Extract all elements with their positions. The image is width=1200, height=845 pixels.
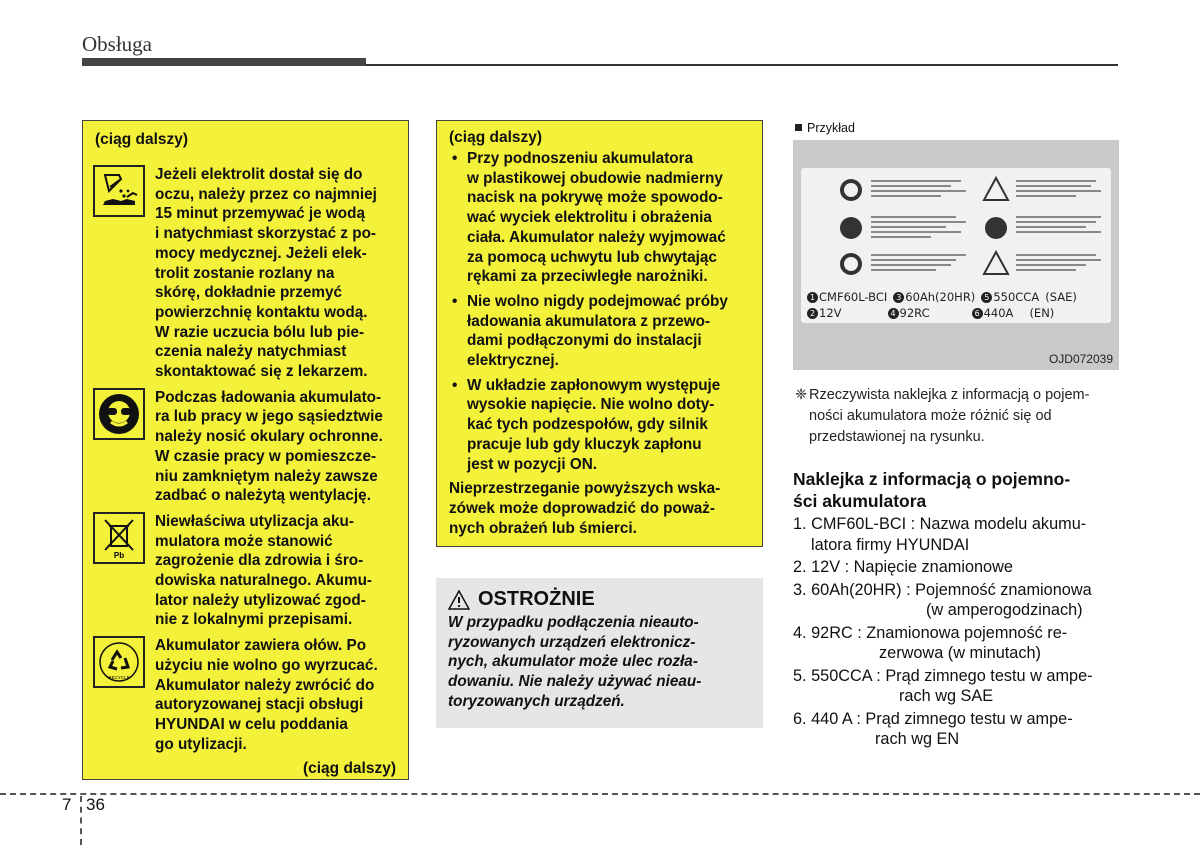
recycle-icon (93, 636, 145, 688)
warning-box-left (82, 120, 409, 780)
svg-text:Pb: Pb (113, 550, 125, 560)
footer-dashed-rule (0, 793, 1200, 795)
crossed-bin-icon (93, 512, 145, 564)
list-item: 3. 60Ah(20HR) : Pojemność znamionowa (w amperogodzinach) (793, 580, 1092, 619)
list-item: 5. 550CCA : Prąd zimnego testu w ampe- rach wg SAE (793, 666, 1093, 705)
electrolyte-text: Jeżeli elektrolit dostał się do oczu, należy przez co najmniej 15 minut przemywać je wodą i natychmiast skorzystać z po- mocy medycznej. Jeżeli elek- trolit zostanie rozlany na skórę, dokładnie przemyć powierzchnię kontaktu wodą. W razie uczucia bólu lub pie- czenia należy natychmiast skontaktować się z lekarzem. (155, 166, 377, 381)
page-number: 36 (86, 795, 105, 814)
square-bullet-icon (795, 124, 802, 131)
page-title: Obsługa (82, 32, 152, 56)
caution-text: W przypadku podłączenia nieauto- ryzowanych urządzeń elektronicz- nych, akumulator może ulec rozła- dowaniu. Nie należy używać nieau- toryzowanych urządzeń. (448, 614, 702, 710)
list-item: 4. 92RC : Znamionowa pojemność re- zerwowa (w minutach) (793, 623, 1068, 662)
list-item: • W układzie zapłonowym występuje wysokie napięcie. Nie wolno doty- kać tych podzespołów, gdy silnik pracuje lub gdy kluczyk zapłonu jest w pozycji ON. (449, 376, 752, 475)
caution-title: OSTROŻNIE (478, 588, 595, 610)
continued-label-top: (ciąg dalszy) (449, 129, 543, 146)
definition-list (793, 514, 1120, 752)
warning-section-lead (93, 636, 396, 754)
footnote-marker-icon: ❈ (795, 387, 808, 403)
sticker (801, 168, 1111, 323)
warning-note: Nieprzestrzeganie powyższych wska- zówek może doprowadzić do poważ- nych obrażeń lub śmierci. (449, 480, 721, 537)
chapter-number: 7 (62, 795, 72, 814)
list-item: 6. 440 A : Prąd zimnego testu w ampe- rach wg EN (793, 709, 1073, 748)
lead-text: Akumulator zawiera ołów. Po użyciu nie wolno go wyrzucać. Akumulator należy zwrócić do autoryzowanej stacji obsługi HYUNDAI w celu poddania go utylizacji. (155, 637, 378, 753)
disposal-text: Niewłaściwa utylizacja aku- mulatora może stanowić zagrożenie dla zdrowia i śro- dowiska naturalnego. Akumu- lator należy utylizować zgod- nie z lokalnymi przepisami. (155, 512, 373, 629)
photo-code: OJD072039 (1048, 352, 1113, 366)
warning-triangle-icon (448, 590, 470, 610)
sticker-warning-graphics (801, 168, 1111, 278)
battery-label-photo (793, 140, 1119, 370)
warning-section-disposal (93, 512, 396, 630)
svg-text:RECYCLE: RECYCLE (108, 675, 130, 681)
list-item: • Nie wolno nigdy podejmować próby ładowania akumulatora z przewo- dami podłączonymi do instalacji elektrycznej. (449, 292, 752, 371)
warning-section-electrolyte (93, 165, 396, 382)
safety-goggles-icon (93, 388, 145, 440)
acid-burn-icon (93, 165, 145, 217)
caution-header (448, 588, 753, 611)
sticker-row-2: 2 12V 4 92RC 6 440A (EN) (807, 306, 1060, 320)
warning-box-middle (436, 120, 763, 547)
sticker-row-1: 1 CMF60L-BCI 3 60Ah(20HR) 5 550CCA (SAE) (807, 290, 1083, 304)
caution-box (436, 578, 763, 728)
continued-label-top: (ciąg dalszy) (95, 131, 189, 148)
footer-dashed-divider (80, 796, 82, 845)
goggles-text: Podczas ładowania akumulato- ra lub pracy w jego sąsiedztwie należy nosić okulary ochronne. W czasie pracy w pomieszcze- niu zamkniętym należy zawsze zadbać o należytą wentylację. (155, 388, 383, 505)
header-rule (366, 64, 1118, 66)
continued-label-bottom: (ciąg dalszy) (302, 760, 396, 778)
section-title: Naklejka z informacją o pojemno- ści akumulatora (793, 469, 1071, 511)
warning-list (449, 149, 752, 474)
footnote: ❈ Rzeczywista naklejka z informacją o pojem- ności akumulatora może różnić się od przedstawionej na rysunku. (795, 387, 1090, 445)
warning-section-goggles (93, 388, 396, 506)
list-item: 1. CMF60L-BCI : Nazwa modelu akumu- latora firmy HYUNDAI (793, 515, 1087, 554)
header-bar (82, 58, 366, 66)
example-label: Przykład (795, 121, 855, 135)
list-item: • Przy podnoszeniu akumulatora w plastikowej obudowie nadmierny nacisk na pokrywę może spowodo- wać wyciek elektrolitu i obrażenia ciała. Akumulator należy wyjmować za pomocą uchwytu lub chwytając rękami za przeciwległe narożniki. (449, 149, 752, 287)
list-item: 2. 12V : Napięcie znamionowe (793, 558, 1013, 576)
